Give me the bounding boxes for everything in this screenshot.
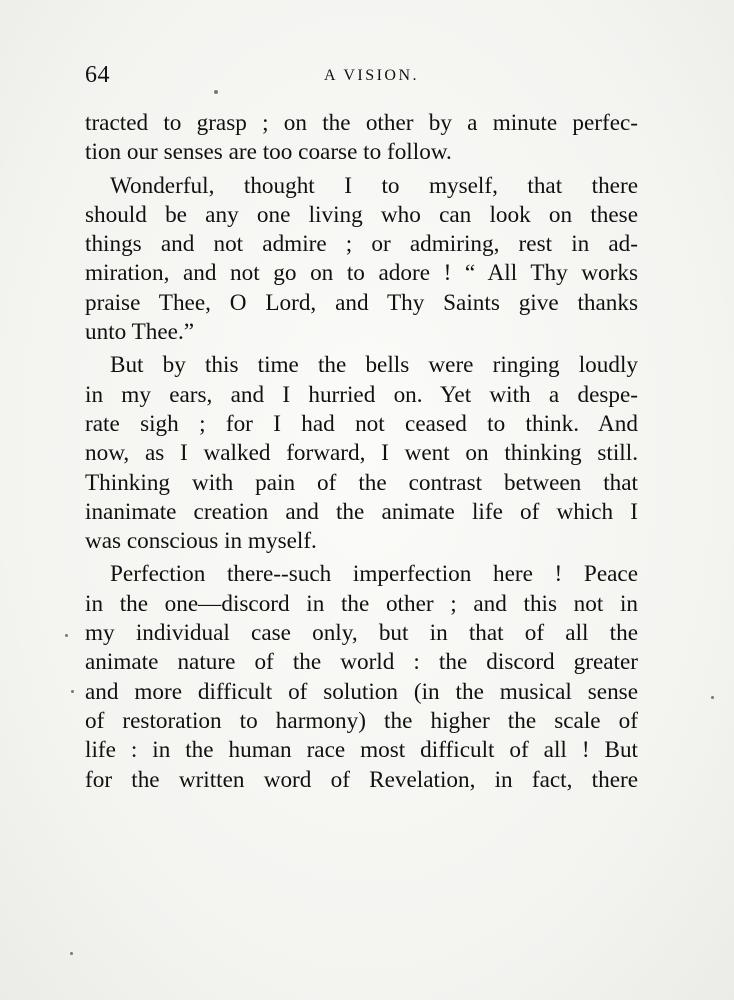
page-header: [85, 62, 638, 96]
text-line: inanimate creation and the animate life of which I: [85, 498, 638, 525]
text-line: should be any one living who can look on these: [85, 201, 638, 228]
print-speck: [71, 690, 74, 693]
text-line: for the written word of Revelation, in fact, there: [85, 766, 638, 793]
text-line: life : in the human race most difficult of all ! But: [85, 737, 638, 764]
text-line: Thinking with pain of the contrast between that: [85, 469, 638, 496]
text-line: praise Thee, O Lord, and Thy Saints give thanks: [85, 289, 638, 316]
text-line: animate nature of the world : the discord greater: [85, 649, 638, 676]
text-line: in the one—discord in the other ; and this not in: [85, 590, 638, 617]
text-line: in my ears, and I hurried on. Yet with a despe-: [85, 381, 638, 408]
text-line: things and not admire ; or admiring, rest in ad-: [85, 231, 638, 258]
page-number: 64: [85, 62, 110, 88]
text-line: my individual case only, but in that of all the: [85, 620, 638, 647]
text-line: rate sigh ; for I had not ceased to think. And: [85, 410, 638, 437]
print-speck: [214, 90, 218, 94]
text-line: and more difficult of solution (in the musical sense: [85, 678, 638, 705]
print-speck: [70, 952, 73, 955]
paragraph: [85, 172, 638, 348]
text-line: Perfection there--such imperfection here ! Peace: [110, 561, 638, 588]
paragraph: [85, 109, 638, 168]
body-text: [85, 109, 638, 795]
text-line: miration, and not go on to adore ! “ All Thy works: [85, 260, 638, 287]
text-line: was conscious in myself.: [85, 528, 317, 555]
print-speck: [65, 634, 68, 637]
text-line: tracted to grasp ; on the other by a minute perfec-: [85, 110, 638, 136]
text-line: Wonderful, thought I to myself, that there: [110, 172, 638, 199]
paragraph: [85, 351, 638, 556]
text-line: of restoration to harmony) the higher the scale of: [85, 707, 638, 734]
text-line: unto Thee.”: [85, 319, 195, 346]
print-speck: [711, 696, 714, 699]
running-title: A VISION.: [323, 67, 420, 84]
text-line: now, as I walked forward, I went on thinking still.: [85, 440, 638, 467]
paragraph: [85, 560, 638, 794]
text-line: But by this time the bells were ringing loudly: [110, 352, 638, 379]
text-line: tion our senses are too coarse to follow.: [85, 139, 452, 166]
